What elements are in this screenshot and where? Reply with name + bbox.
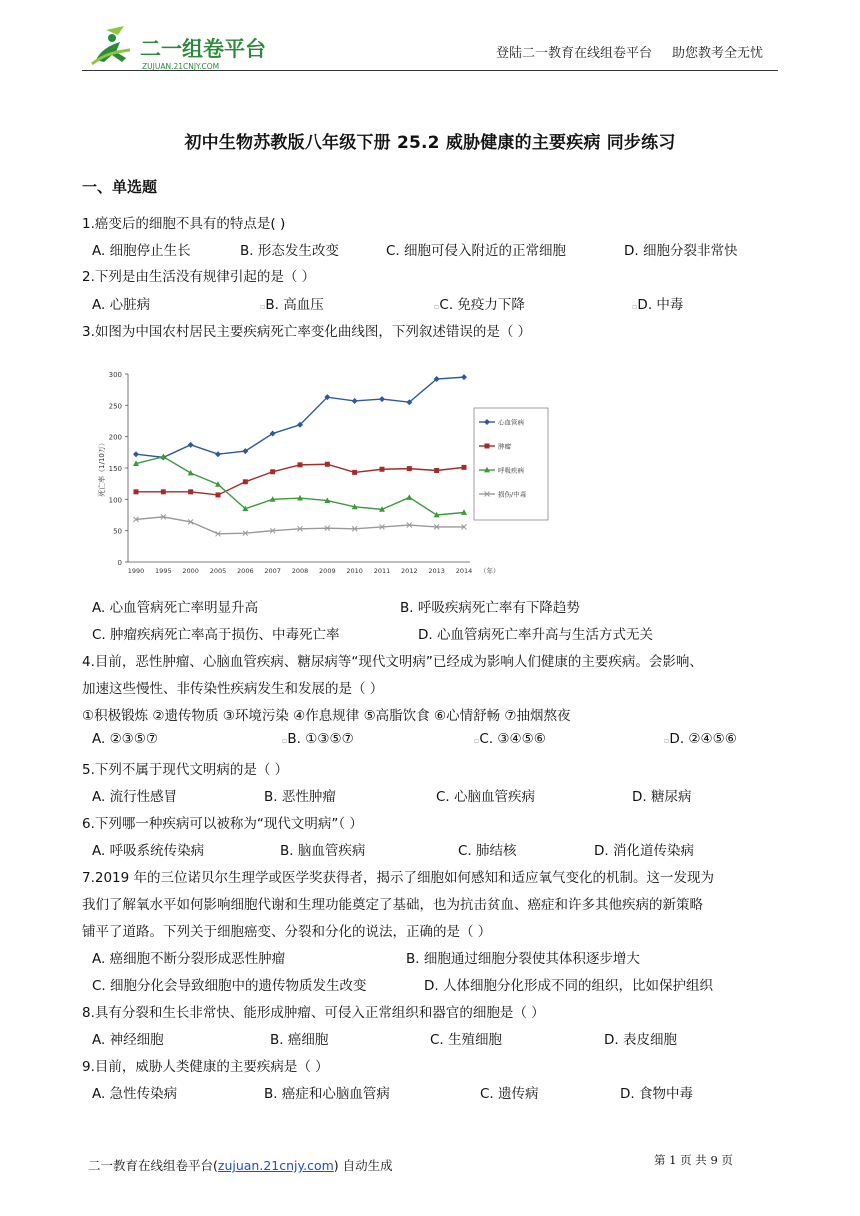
data-point	[215, 451, 221, 457]
y-tick-label: 0	[117, 559, 122, 567]
bullet-dot-icon: ▫	[434, 302, 440, 311]
option[interactable]: C. 生殖细胞	[430, 1032, 503, 1048]
option[interactable]: A. 细胞停止生长	[92, 243, 191, 259]
legend-label: 呼吸疾病	[498, 466, 524, 475]
page-number: 第 1 页 共 9 页	[654, 1153, 733, 1167]
data-point	[243, 479, 248, 484]
x-tick-label: 2000	[182, 567, 199, 575]
question-stem-line: ①积极锻炼 ②遗传物质 ③环境污染 ④作息规律 ⑤高脂饮食 ⑥心情舒畅 ⑦抽烟熬夜	[82, 708, 571, 724]
bullet-dot-icon: ▫	[282, 736, 288, 745]
data-point	[161, 489, 166, 494]
x-tick-label: 1995	[155, 567, 172, 575]
x-tick-label: 2014	[455, 567, 473, 575]
series-line	[136, 377, 464, 457]
question-stem: 3.如图为中国农村居民主要疾病死亡率变化曲线图，下列叙述错误的是（ ）	[82, 324, 532, 340]
data-point	[298, 462, 303, 467]
data-point	[406, 494, 412, 500]
section-heading: 一、单选题	[82, 178, 158, 196]
question-stem: 8.具有分裂和生长非常快、能形成肿瘤、可侵入正常组织和器官的细胞是（ ）	[82, 1005, 545, 1021]
header-slogan-2: 助您教考全无忧	[672, 46, 764, 61]
x-unit-label: （年）	[480, 567, 500, 575]
footer-link[interactable]: zujuan.21cnjy.com	[217, 1158, 334, 1173]
x-tick-label: 1990	[127, 567, 145, 575]
question-stem-line: 7.2019 年的三位诺贝尔生理学或医学奖获得者，揭示了细胞如何感知和适应氧气变化的机制。这一发现为	[82, 870, 715, 886]
footer-source: 二一教育在线组卷平台(zujuan.21cnjy.com) 自动生成	[88, 1158, 393, 1173]
data-point	[188, 442, 194, 448]
x-tick-label: 2010	[346, 567, 363, 575]
question-stem: 6.下列哪一种疾病可以被称为“现代文明病”（ ）	[82, 816, 363, 832]
svg-text:ZUJUAN.21CNJY.COM: ZUJUAN.21CNJY.COM	[142, 62, 220, 71]
data-point	[461, 374, 467, 380]
data-point	[485, 444, 490, 449]
option[interactable]: D. 人体细胞分化形成不同的组织，比如保护组织	[424, 978, 713, 994]
option[interactable]: C. 心脑血管疾病	[436, 789, 536, 805]
x-tick-label: 2005	[209, 567, 227, 575]
option[interactable]: A. 神经细胞	[92, 1032, 164, 1048]
option[interactable]: C. 细胞分化会导致细胞中的遗传物质发生改变	[92, 978, 367, 994]
option[interactable]: B. 脑血管疾病	[280, 843, 366, 859]
data-point	[216, 492, 221, 497]
y-tick-label: 300	[108, 371, 122, 379]
option[interactable]: D. 消化道传染病	[594, 843, 694, 859]
page-title: 初中生物苏教版八年级下册 25.2 威胁健康的主要疾病 同步练习	[184, 133, 676, 153]
mortality-line-chart	[88, 362, 527, 584]
data-point	[462, 465, 467, 470]
option[interactable]: ▫B. 高血压	[260, 297, 324, 313]
bullet-dot-icon: ▫	[474, 736, 480, 745]
option[interactable]: D. 食物中毒	[620, 1086, 693, 1102]
option[interactable]: B. 呼吸疾病死亡率有下降趋势	[400, 600, 580, 616]
x-tick-label: 2007	[264, 567, 281, 575]
option[interactable]: ▫D. ②④⑤⑥	[664, 731, 737, 747]
question-stem: 1.癌变后的细胞不具有的特点是( )	[82, 216, 286, 232]
header-slogan-1: 登陆二一教育在线组卷平台	[496, 46, 653, 61]
y-tick-label: 250	[108, 402, 122, 411]
bullet-dot-icon: ▫	[632, 302, 638, 311]
legend-label: 肿瘤	[498, 442, 511, 451]
option[interactable]: B. 癌症和心脑血管病	[264, 1086, 390, 1102]
legend-label: 心血管病	[498, 418, 524, 427]
option[interactable]: ▫C. 免疫力下降	[434, 297, 525, 313]
data-point	[270, 469, 275, 474]
option[interactable]: A. 流行性感冒	[92, 789, 178, 805]
data-point	[407, 466, 412, 471]
x-tick-label: 2008	[291, 567, 309, 575]
data-point	[188, 470, 194, 476]
option[interactable]: A. 心脏病	[92, 297, 151, 313]
option[interactable]: A. 心血管病死亡率明显升高	[92, 600, 259, 616]
data-point	[188, 489, 193, 494]
option[interactable]: C. 肿瘤疾病死亡率高于损伤、中毒死亡率	[92, 627, 340, 643]
data-point	[133, 451, 139, 457]
option[interactable]: ▫D. 中毒	[632, 297, 684, 313]
option[interactable]: ▫B. ①③⑤⑦	[282, 731, 354, 747]
y-tick-label: 200	[108, 433, 122, 442]
option[interactable]: B. 恶性肿瘤	[264, 789, 336, 805]
y-tick-label: 150	[108, 465, 122, 473]
x-tick-label: 2006	[237, 567, 254, 575]
option[interactable]: B. 癌细胞	[270, 1032, 329, 1048]
data-point	[325, 462, 330, 467]
option[interactable]: B. 形态发生改变	[240, 243, 339, 259]
option[interactable]: C. 肺结核	[458, 843, 517, 859]
option[interactable]: A. 呼吸系统传染病	[92, 843, 205, 859]
option[interactable]: ▫C. ③④⑤⑥	[474, 731, 546, 747]
data-point	[380, 467, 385, 472]
data-point	[134, 489, 139, 494]
option[interactable]: B. 细胞通过细胞分裂使其体积逐步增大	[406, 951, 640, 967]
question-stem-line: 我们了解氧水平如何影响细胞代谢和生理功能奠定了基础，也为抗击贫血、癌症和许多其他疾病的新策略	[82, 897, 703, 913]
option[interactable]: D. 表皮细胞	[604, 1032, 677, 1048]
option[interactable]: D. 糖尿病	[632, 789, 692, 805]
y-axis-label: 死亡率（1/10万）	[98, 439, 106, 497]
option[interactable]: D. 细胞分裂非常快	[624, 243, 738, 259]
option[interactable]: D. 心血管病死亡率升高与生活方式无关	[418, 627, 653, 643]
option[interactable]: A. 癌细胞不断分裂形成恶性肿瘤	[92, 951, 286, 967]
question-stem: 2.下列是由生活没有规律引起的是（ ）	[82, 269, 316, 285]
series-line	[136, 464, 464, 495]
data-point	[434, 468, 439, 473]
x-tick-label: 2011	[373, 567, 391, 575]
data-point	[379, 396, 385, 402]
data-point	[352, 398, 358, 404]
svg-text:二一组卷平台: 二一组卷平台	[140, 37, 266, 61]
legend-label: 损伤/中毒	[498, 490, 527, 499]
question-stem-line: 4.目前，恶性肿瘤、心脑血管疾病、糖尿病等“现代文明病”已经成为影响人们健康的主要疾病。会影响、	[82, 654, 703, 670]
question-stem-line: 铺平了道路。下列关于细胞癌变、分裂和分化的说法，正确的是（ ）	[82, 924, 492, 940]
x-tick-label: 2013	[428, 567, 445, 575]
option[interactable]: A. 急性传染病	[92, 1086, 178, 1102]
data-point	[352, 470, 357, 475]
x-tick-label: 2009	[319, 567, 336, 575]
y-tick-label: 100	[108, 496, 122, 505]
series-line	[136, 517, 464, 534]
y-tick-label: 50	[113, 527, 122, 536]
header-divider	[82, 70, 778, 71]
option[interactable]: A. ②③⑤⑦	[92, 731, 158, 747]
question-stem: 5.下列不属于现代文明病的是（ ）	[82, 762, 289, 778]
bullet-dot-icon: ▫	[260, 302, 266, 311]
bullet-dot-icon: ▫	[664, 736, 670, 745]
question-stem-line: 加速这些慢性、非传染性疾病发生和发展的是（ ）	[82, 681, 384, 697]
option[interactable]: C. 细胞可侵入附近的正常细胞	[386, 243, 567, 259]
runner-logo-icon	[86, 22, 286, 74]
x-tick-label: 2012	[401, 567, 418, 575]
site-logo	[86, 22, 286, 74]
question-stem: 9.目前，威胁人类健康的主要疾病是（ ）	[82, 1059, 329, 1075]
option[interactable]: C. 遗传病	[480, 1086, 539, 1102]
